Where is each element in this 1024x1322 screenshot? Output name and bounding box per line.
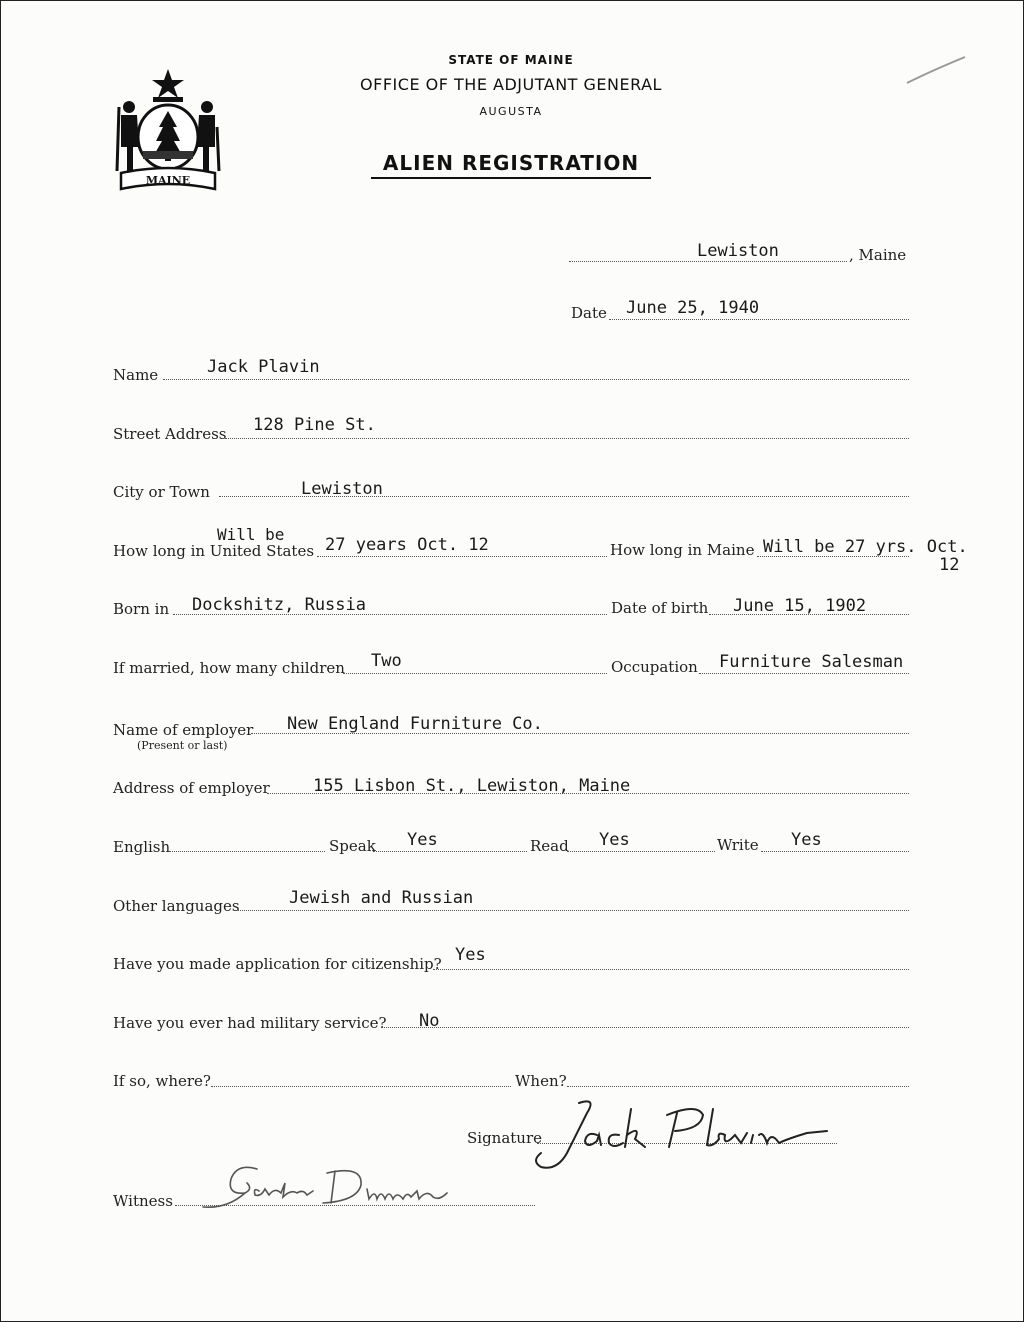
dob-value: June 15, 1902 xyxy=(733,596,867,616)
citizenship-label: Have you made application for citizenship? xyxy=(113,955,442,973)
other-languages-line xyxy=(235,910,909,911)
street-line xyxy=(225,438,909,439)
read-line xyxy=(567,851,715,852)
read-label: Read xyxy=(530,837,569,855)
occupation-line xyxy=(699,673,909,674)
maine-state-seal-icon xyxy=(113,67,223,195)
english-label: English xyxy=(113,838,171,856)
employer-address-value: 155 Lisbon St., Lewiston, Maine xyxy=(313,776,631,796)
witness-label: Witness xyxy=(113,1192,173,1210)
check-mark-icon xyxy=(901,53,971,89)
employer-label: Name of employer xyxy=(113,721,254,739)
other-languages-value: Jewish and Russian xyxy=(289,888,474,908)
employer-address-label: Address of employer xyxy=(113,779,270,797)
write-line xyxy=(761,851,909,852)
seal-banner-text: MAINE xyxy=(145,174,191,187)
us-label: How long in United States xyxy=(113,542,315,560)
occupation-label: Occupation xyxy=(611,658,698,676)
write-value: Yes xyxy=(791,830,822,850)
header-state: STATE OF MAINE xyxy=(448,53,574,67)
speak-label: Speak xyxy=(329,837,376,855)
place-line xyxy=(569,261,847,262)
other-languages-label: Other languages xyxy=(113,897,240,915)
signature-handwriting xyxy=(527,1095,857,1175)
when-label: When? xyxy=(515,1072,567,1090)
date-value: June 25, 1940 xyxy=(626,298,760,318)
children-value: Two xyxy=(371,651,402,671)
children-label: If married, how many children xyxy=(113,659,345,677)
witness-signature-handwriting xyxy=(197,1159,457,1215)
place-value: Lewiston xyxy=(697,241,779,261)
speak-value: Yes xyxy=(407,830,438,850)
name-value: Jack Plavin xyxy=(207,357,320,377)
write-label: Write xyxy=(717,836,759,854)
where-label: If so, where? xyxy=(113,1072,211,1090)
street-label: Street Address xyxy=(113,425,227,443)
date-line xyxy=(609,319,909,320)
maine-label: How long in Maine xyxy=(610,541,755,559)
us-value: 27 years Oct. 12 xyxy=(325,535,489,555)
citizenship-line xyxy=(433,969,909,970)
employer-sublabel: (Present or last) xyxy=(137,739,228,752)
military-label: Have you ever had military service? xyxy=(113,1014,387,1032)
read-value: Yes xyxy=(599,830,630,850)
when-line xyxy=(567,1086,909,1087)
us-value-top: Will be xyxy=(217,525,285,544)
us-line xyxy=(317,556,607,557)
maine-value: Will be 27 yrs. Oct. xyxy=(763,537,968,557)
english-line xyxy=(169,851,325,852)
born-value: Dockshitz, Russia xyxy=(192,595,366,615)
military-value: No xyxy=(419,1011,440,1031)
born-label: Born in xyxy=(113,600,170,618)
name-line xyxy=(163,379,909,380)
employer-value: New England Furniture Co. xyxy=(287,714,543,734)
street-value: 128 Pine St. xyxy=(253,415,376,435)
name-label: Name xyxy=(113,366,159,384)
title-underline xyxy=(371,177,651,179)
date-label: Date xyxy=(571,304,607,322)
city-value: Lewiston xyxy=(301,479,383,499)
maine-value-extra: 12 xyxy=(939,555,960,575)
header-office: OFFICE OF THE ADJUTANT GENERAL xyxy=(360,75,662,94)
signature-label: Signature xyxy=(467,1129,543,1147)
place-suffix: , Maine xyxy=(849,246,907,264)
speak-line xyxy=(373,851,527,852)
children-line xyxy=(343,673,607,674)
dob-label: Date of birth xyxy=(611,599,709,617)
city-label: City or Town xyxy=(113,483,210,501)
military-line xyxy=(381,1027,909,1028)
citizenship-value: Yes xyxy=(455,945,486,965)
form-title: ALIEN REGISTRATION xyxy=(382,151,640,175)
occupation-value: Furniture Salesman xyxy=(719,652,904,672)
where-line xyxy=(211,1086,511,1087)
header-city: AUGUSTA xyxy=(479,105,543,118)
